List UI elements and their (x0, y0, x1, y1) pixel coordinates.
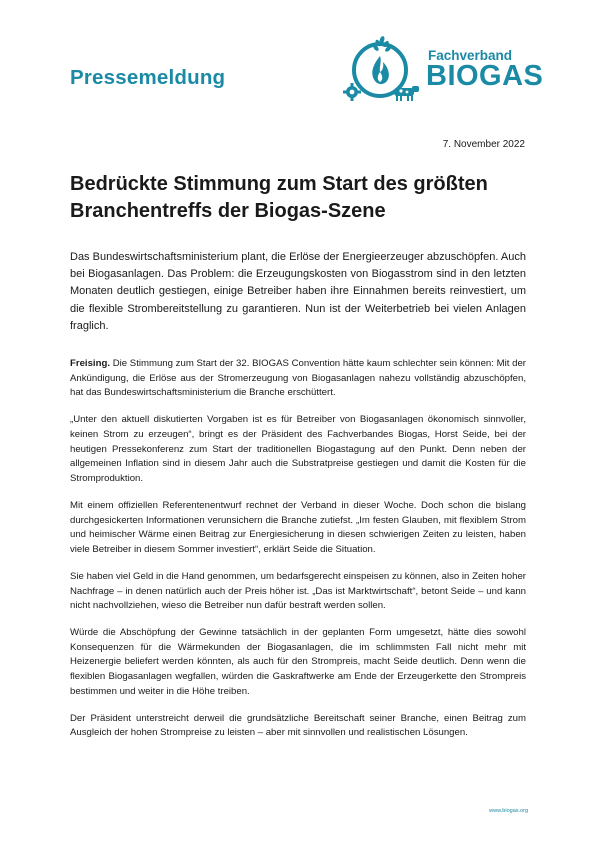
footer-website-link[interactable]: www.biogas.org (489, 808, 528, 814)
page-title: Pressemeldung (70, 66, 226, 89)
logo-text-biogas: BIOGAS (426, 60, 544, 92)
paragraph-5 (70, 626, 526, 699)
paragraph-text: Der Präsident unterstreicht derweil die grundsätzliche Bereitschaft seiner Branche, einen Beitrag zum Ausgleich der hohen Strompreise zu leisten – aber mit sinnvollen und realistischen Lösungen. (70, 712, 526, 739)
paragraph-6 (70, 712, 526, 741)
paragraph-2 (70, 413, 526, 486)
paragraph-text: Sie haben viel Geld in die Hand genommen, um bedarfsgerecht einspeisen zu können, also in Zeiten hoher Nachfrage – in denen natürlich auch der Preis höher ist. „Das ist Marktwirtschaft“, betont Seide – und kann nicht nachvollziehen, wieso die Betreiber nun dafür bestraft werden sollen. (70, 570, 526, 612)
paragraph-text: Würde die Abschöpfung der Gewinne tatsächlich in der geplanten Form umgesetzt, hätte dies sowohl Konsequenzen für die Wärmekunden der Biogasanlagen, die im schlimmsten Fall nicht mehr mit Heizenergie beliefert werden könnten, als auch für den Strompreis, macht Seide deutlich. Denn wenn die flexiblen Biogasanlagen wegfallen, würden die Gaskraftwerke am Ende der Erzeugerkette den Strompreis bestimmen und weiter in die Höhe treiben. (70, 627, 526, 697)
fachverband-biogas-logo (342, 34, 544, 106)
release-date: 7. November 2022 (442, 139, 525, 150)
paragraph-1 (70, 357, 526, 401)
article-body (70, 357, 526, 754)
paragraph-4 (70, 570, 526, 614)
headline: Bedrückte Stimmung zum Start des größten Branchentreffs der Biogas-Szene (70, 173, 488, 222)
logo-text-fachverband: Fachverband (428, 48, 513, 63)
paragraph-text: „Unter den aktuell diskutierten Vorgaben ist es für Betreiber von Biogasanlagen ökonomisch sinnvoller, keinen Strom zu erzeugen“, bringt es der Präsident des Fachverbandes Biogas, Horst Seide, bei der heutigen Pressekonferenz zum Start der traditionellen Biogastagung auf den Punkt. Denn neben der allgemeinen Inflation sind in diesem Jahr auch die Substratpreise gestiegen und damit die Kosten für die Stromproduktion. (70, 414, 526, 484)
paragraph-text: Die Stimmung zum Start der 32. BIOGAS Convention hätte kaum schlechter sein können: Mit der Ankündigung, die Erlöse aus der Stromerzeugung von Biogasanlagen nahezu vollständig abzuschöpfen, hat das Bundeswirtschaftsministerium die Branche erschüttert. (70, 358, 526, 399)
paragraph-text: Mit einem offiziellen Referentenentwurf rechnet der Verband in dieser Woche. Doch schon die bislang durchgesickerten Informationen verunsichern die Branche zutiefst. „Im festen Glauben, mit flexiblem Strom und heimischer Wärme einen Beitrag zur Energiesicherung in diesen schwierigen Zeiten zu leisten, haben viele Betreiber in diesem Sommer investiert“, erklärt Seide die Situation. (70, 499, 526, 555)
biogas-emblem-icon (342, 34, 422, 106)
paragraph-3 (70, 499, 526, 557)
dateline: Freising. (70, 358, 110, 369)
lead-paragraph: Das Bundeswirtschaftsministerium plant, die Erlöse der Energieerzeuger abzuschöpfen. Auch bei Biogasanlagen. Das Problem: die Erzeugungskosten von Biogasstrom sind in den letzten Monaten deutlich gestiegen, einige Betreiber haben ihre Einnahmen bereits reinvestiert, um die flexible Strombereitstellung zu garantieren. Nun ist der Weiterbetrieb bei vielen Anlagen fraglich. (70, 251, 526, 332)
